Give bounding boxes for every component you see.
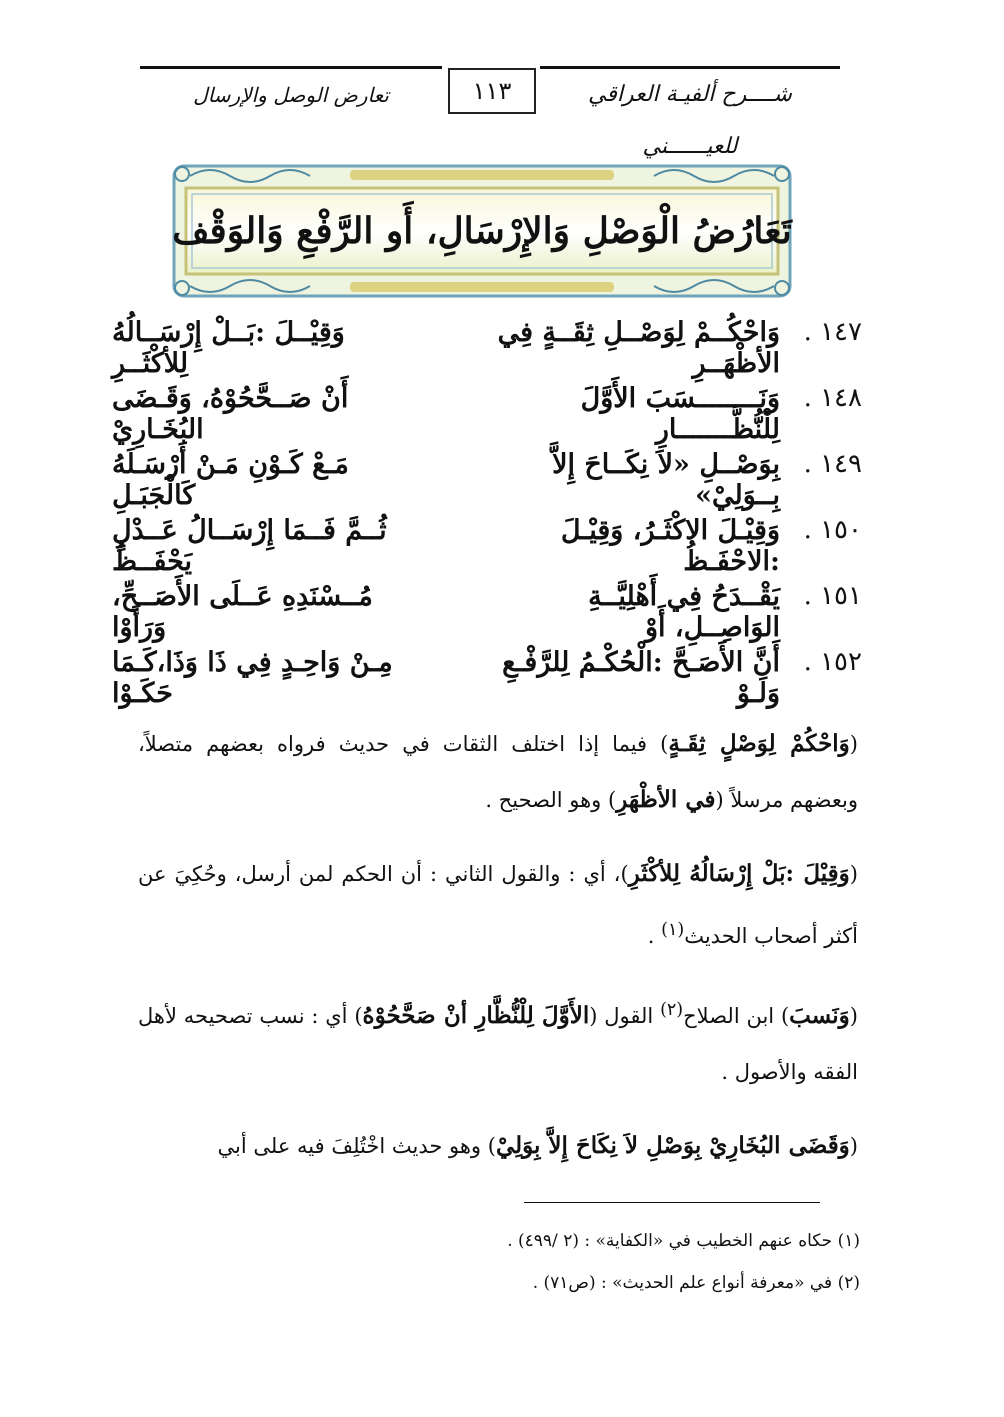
chapter-heading-frame — [170, 162, 794, 300]
chapter-heading: تَعَارُضُ الْوَصْلِ وَالإِرْسَالِ، أَو الرَّفْعِ وَالوَقْف — [172, 210, 792, 252]
footnote: (٢) في «معرفة أنواع علم الحديث» : (ص٧١) . — [532, 1273, 860, 1293]
paragraph-text: أي : نسب تصحيحه لأهل الفقه والأصول . — [138, 1004, 858, 1084]
commentary-paragraph: (وَنَسبَ) ابن الصلاح$^{(٢)}$ القول (الأَوَّلَ لِلْنُّظَّارِ أنْ صَحَّحُوْهُ) أي : نسب تصحيحه لأهل الفقه والأصول . — [138, 1000, 858, 1084]
verse-number: ١٥١ . — [803, 581, 862, 611]
quoted-verse: في الأظْهَرِ — [616, 786, 716, 813]
paragraph-text: وهو حديث اخْتُلِفَ فيه على أبي — [217, 1134, 482, 1158]
paragraph-text: . — [647, 924, 655, 948]
running-header — [140, 66, 840, 159]
book-title: شــــرح ألفيـة العراقي للعيــــــني — [540, 66, 840, 121]
footnote: (١) حكاه عنهم الخطيب في «الكفاية» : (٢ /٤٩٩) . — [507, 1231, 860, 1251]
verse-line — [112, 635, 862, 709]
paragraph-text: القول — [604, 1004, 654, 1028]
verse-second-hemistich: وَقِيْــلَ :بَــلْ إِرْسَــالُهُ لِلأكْثَــرِ — [112, 317, 345, 379]
verse-line — [112, 503, 862, 577]
verse-first-hemistich: بِوَصْــلِ «لاَ نِكَــاحَ إِلاَّ بِــوَلِيْ» — [552, 449, 780, 511]
verse-list — [112, 305, 862, 709]
verse-first-hemistich: أَنَّ الأَصَـحَّ :الْحُكْـمُ لِلرَّفْـعِ وَلَـوْ — [502, 647, 780, 709]
commentary-paragraph: (وَاحْكُمْ لِوَصْلٍ ثِقَـةٍ) فيما إذا اختلف الثقات في حديث فرواه بعضهم متصلاً، وبعضهم مرسلاً (في الأظْهَرِ) وهو الصحيح . — [138, 730, 858, 813]
verse-second-hemistich: مَـعْ كَـوْنِ مَـنْ أَرْسَـلَهُ كَالْجَبَـلِ — [112, 449, 349, 511]
verse-first-hemistich: وَنَــــــــسَبَ الأَوَّلَ لِلْنُّظَّـــــــارِ — [580, 383, 780, 445]
footnotes — [420, 1220, 860, 1304]
commentary-paragraph: (وَقَضَى البُخَارِيْ بِوَصْلِ لاَ نِكَاحَ إِلاَّ بِوَلِيْ) وهو حديث اخْتُلِفَ فيه على أبي — [217, 1132, 858, 1159]
verse-first-hemistich: وَاحْكُــمْ لِوَصْــلِ ثِقَــةٍ فِي الأظْهَــرِ — [497, 317, 780, 379]
verse-second-hemistich: مِـنْ وَاحِـدٍ فِي ذَا وَذَا،كَـمَا حَكَـوْا — [112, 647, 393, 709]
paragraph-text: فيما إذا اختلف الثقات في حديث فرواه بعضهم متصلاً، وبعضهم مرسلاً — [138, 732, 858, 812]
verse-number: ١٤٧ . — [803, 317, 862, 347]
quoted-verse: وَاحْكُمْ لِوَصْلٍ ثِقَـةٍ — [668, 730, 850, 757]
chapter-title: تعارض الوصل والإرسال — [140, 66, 442, 121]
verse-line — [112, 437, 862, 511]
commentary-paragraph: (وَقِيْلَ :بَلْ إِرْسَالُهُ لِلأكْثَرِ)، أي : والقول الثاني : أن الحكم لمن أرسل، وحُكِيَ عن أكثر أصحاب الحديث$^{(١)}$ . — [138, 860, 858, 948]
verse-second-hemistich: أَنْ صَــحَّحُوْهُ، وَقَـضَى البُخَـارِيْ — [112, 383, 349, 445]
paragraph-text: ابن الصلاح — [683, 1004, 775, 1028]
quoted-verse: الأَوَّلَ لِلْنُّظَّارِ أنْ صَحَّحُوْهُ — [362, 1002, 590, 1029]
quoted-verse: وَقَضَى البُخَارِيْ بِوَصْلِ لاَ نِكَاحَ إِلاَّ بِوَلِيْ — [495, 1132, 850, 1159]
footnote-ref[interactable]: (١) — [661, 920, 685, 940]
verse-second-hemistich: مُــسْنَدِهِ عَــلَى الأَصَــحِّ، وَرَأَوْا — [112, 581, 373, 643]
footnote-ref[interactable]: (٢) — [660, 1000, 684, 1020]
verse-number: ١٥٢ . — [803, 647, 862, 677]
paragraph-text: ، أي : والقول الثاني : أن الحكم لمن أرسل، وحُكِيَ عن أكثر أصحاب الحديث — [138, 862, 858, 948]
verse-second-hemistich: ثُــمَّ فَــمَا إِرْسَــالُ عَــدْلٍ يَحْفَــظُ — [112, 515, 387, 577]
quoted-verse: وَقِيْلَ :بَلْ إِرْسَالُهُ لِلأكْثَرِ — [628, 860, 850, 887]
verse-line — [112, 305, 862, 379]
verse-first-hemistich: يَقْــدَحُ فِي أَهْلِيَّــةِ الوَاصِــلِ، أَوْ — [588, 581, 780, 643]
page-number: ١١٣ — [448, 68, 536, 114]
verse-line — [112, 569, 862, 643]
verse-first-hemistich: وَقِيْـلَ الاكْثَـرُ، وَقِيْـلَ :الاحْفَـظُ — [560, 515, 780, 577]
paragraph-text: وهو الصحيح . — [485, 788, 602, 812]
verse-line — [112, 371, 862, 445]
verse-number: ١٤٩ . — [803, 449, 862, 479]
commentary — [138, 716, 858, 1192]
footnote-divider — [524, 1202, 820, 1203]
quoted-verse: وَنَسبَ — [789, 1002, 850, 1029]
verse-number: ١٥٠ . — [803, 515, 862, 545]
verse-number: ١٤٨ . — [803, 383, 862, 413]
